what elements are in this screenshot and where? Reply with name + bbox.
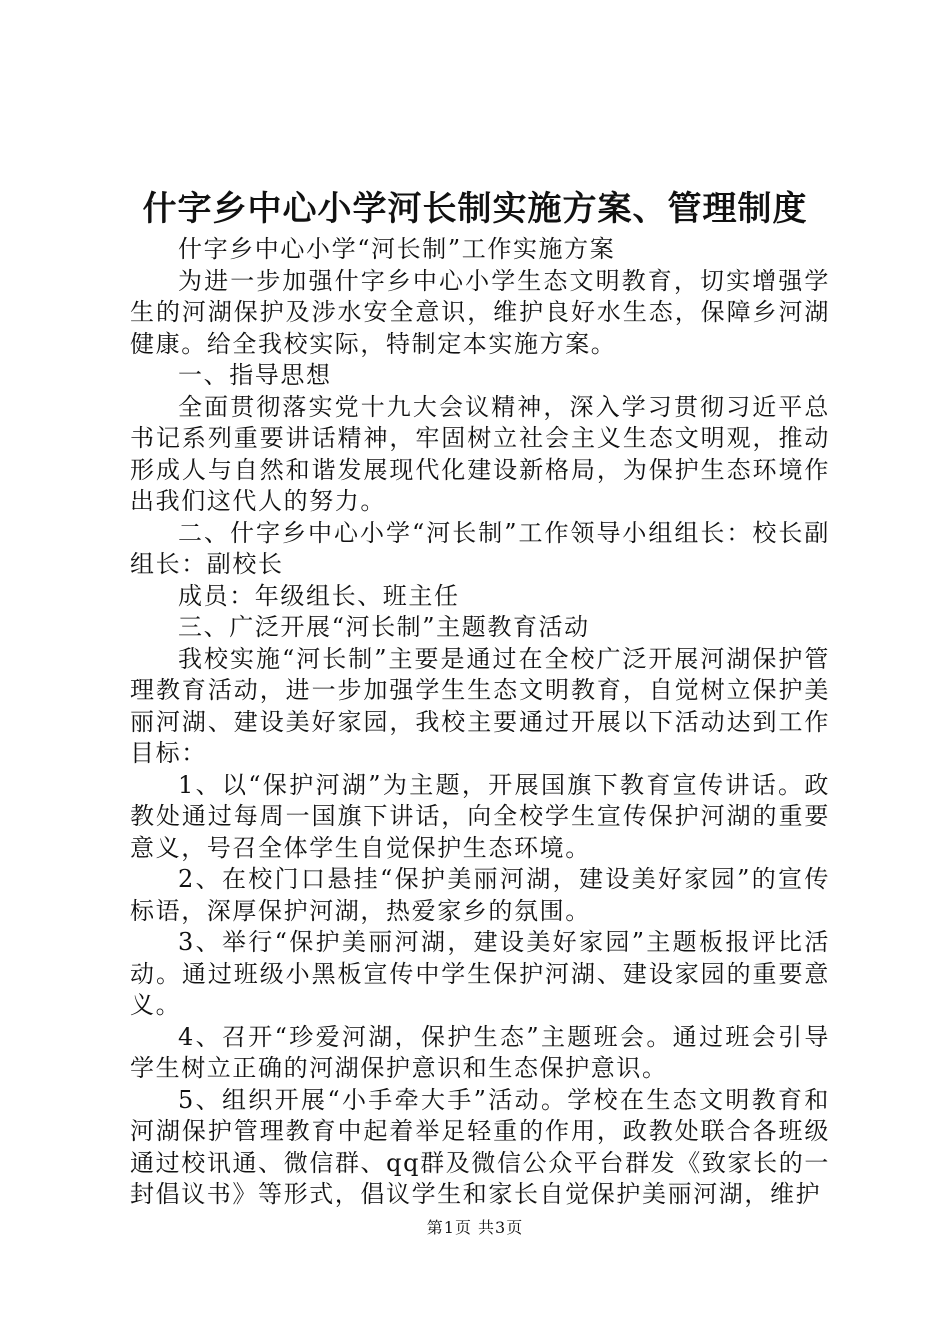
activities-intro-paragraph: 我校实施“河长制”主要是通过在全校广泛开展河湖保护管理教育活动，进一步加强学生生态文明教育，自觉树立保护美丽河湖、建设美好家园，我校主要通过开展以下活动达到工作目标： xyxy=(130,644,830,767)
section-heading-guiding-ideology: 一、指导思想 xyxy=(178,361,332,389)
activity-item-5: 5、组织开展“小手牵大手”活动。学校在生态文明教育和河湖保护管理教育中起着举足轻重的作用，政教处联合各班级通过校讯通、微信群、qq群及微信公众平台群发《致家长的一封倡议书》等形式，倡议学生和家长自觉保护美丽河湖，维护 xyxy=(130,1085,830,1208)
document-body xyxy=(130,234,830,1211)
activity-item-4: 4、召开“珍爱河湖，保护生态”主题班会。通过班会引导学生树立正确的河湖保护意识和生态保护意识。 xyxy=(130,1022,830,1082)
guiding-ideology-paragraph: 全面贯彻落实党十九大会议精神，深入学习贯彻习近平总书记系列重要讲话精神，牢固树立社会主义生态文明观，推动形成人与自然和谐发展现代化建设新格局，为保护生态环境作出我们这代人的努力。 xyxy=(130,392,830,515)
document-title: 什字乡中心小学河长制实施方案、管理制度 xyxy=(142,189,808,229)
section-heading-leadership-group: 二、什字乡中心小学“河长制”工作领导小组组长：校长副组长：副校长 xyxy=(130,518,830,578)
activity-item-1: 1、以“保护河湖”为主题，开展国旗下教育宣传讲话。政教处通过每周一国旗下讲话，向全校学生宣传保护河湖的重要意义，号召全体学生自觉保护生态环境。 xyxy=(130,770,830,862)
intro-paragraph: 为进一步加强什字乡中心小学生态文明教育，切实增强学生的河湖保护及涉水安全意识，维护良好水生态，保障乡河湖健康。给全我校实际，特制定本实施方案。 xyxy=(130,266,830,358)
plan-subtitle: 什字乡中心小学“河长制”工作实施方案 xyxy=(178,235,616,263)
section-heading-activities: 三、广泛开展“河长制”主题教育活动 xyxy=(178,613,590,641)
page-number-footer: 第1页 共3页 xyxy=(426,1218,524,1237)
activity-item-3: 3、举行“保护美丽河湖，建设美好家园”主题板报评比活动。通过班级小黑板宣传中学生保护河湖、建设家园的重要意义。 xyxy=(130,928,830,1019)
activity-item-2: 2、在校门口悬挂“保护美丽河湖，建设美好家园”的宣传标语，深厚保护河湖，热爱家乡的氛围。 xyxy=(130,865,830,925)
members-line: 成员：年级组长、班主任 xyxy=(178,581,460,610)
